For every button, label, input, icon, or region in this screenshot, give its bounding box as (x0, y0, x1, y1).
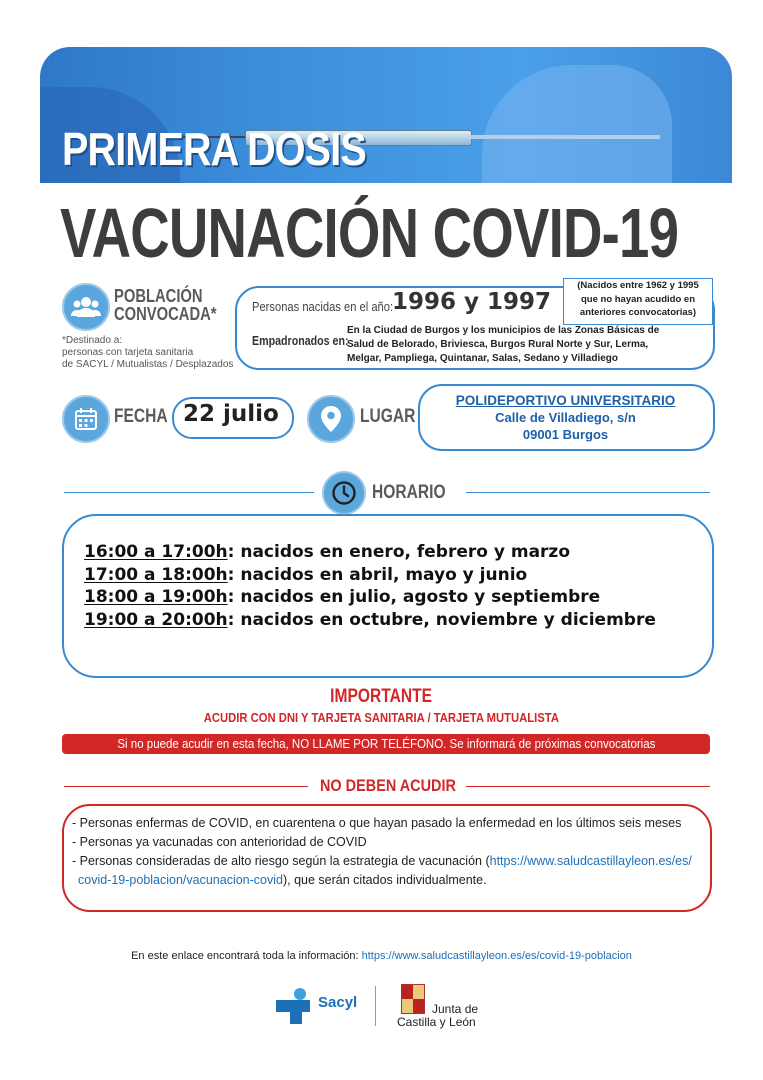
registered-label: Empadronados en: (252, 333, 349, 348)
no-acudir-item3-end: ), que serán citados individualmente. (282, 873, 487, 887)
no-acudir-list (72, 814, 692, 890)
horario-label: HORARIO (372, 482, 446, 503)
calendar-icon (62, 395, 110, 443)
poblacion-note-line1: *Destinado a: (62, 335, 123, 346)
poblacion-note-line2: personas con tarjeta sanitaria (62, 347, 194, 358)
title-vacunacion: VACUNACIÓN COVID-19 (60, 194, 679, 272)
clock-icon (322, 471, 366, 515)
slot-time: 16:00 a 17:00h (84, 542, 228, 562)
born-years: 1996 y 1997 (392, 289, 552, 315)
slot-time: 17:00 a 18:00h (84, 564, 228, 585)
fecha-label: FECHA (114, 406, 168, 427)
slot-text: : nacidos en enero, febrero y marzo (227, 542, 571, 562)
vacunacion-link[interactable]: https://www.saludcastillayleon.es/es/ (489, 854, 692, 868)
horario-line-right (466, 492, 710, 493)
no-acudir-title (308, 776, 466, 796)
lugar-label: LUGAR (360, 406, 416, 427)
born-note-line2: que no hayan acudido en (580, 293, 695, 305)
no-acudir-item: - Personas enfermas de COVID, en cuarentena o que hayan pasado la enfermedad en los últimos seis meses (72, 816, 682, 830)
lugar-street: Calle de Villadiego, s/n (495, 410, 636, 425)
no-acudir-title-text: NO DEBEN ACUDIR (319, 776, 456, 795)
slot-text: : nacidos en julio, agosto y septiembre (227, 587, 601, 607)
importante-subtitle-text: ACUDIR CON DNI Y TARJETA SANITARIA / TARJETA MUTUALISTA (203, 711, 560, 725)
footer-info-link[interactable]: https://www.saludcastillayleon.es/es/covid-19-poblacion (361, 950, 632, 962)
junta-line1: Junta de (432, 1002, 479, 1016)
no-acudir-item3-text: - Personas consideradas de alto riesgo según la estrategia de vacunación ( (72, 854, 490, 868)
lugar-address (418, 392, 713, 443)
footer-info-text: En este enlace encontrará toda la información: (131, 950, 362, 962)
horario-slot (84, 541, 656, 564)
no-acudir-item-cont (72, 871, 692, 890)
registered-line2: Salud de Belorado, Briviesca, Burgos Rural Norte y Sur, Lerma, (347, 339, 649, 350)
registered-line3: Melgar, Pampliega, Quintanar, Salas, Sedano y Villadiego (347, 353, 619, 364)
importante-title (0, 686, 763, 708)
born-note-box (563, 278, 713, 325)
plunger-shape (470, 135, 660, 139)
footer-info (0, 950, 763, 962)
horario-list (84, 541, 656, 631)
fecha-value: 22 julio (183, 401, 279, 427)
vacunacion-link-cont[interactable]: covid-19-poblacion/vacunacion-covid (78, 873, 283, 887)
importante-title-text: IMPORTANTE (330, 686, 433, 707)
sacyl-logo-icon (276, 988, 316, 1024)
registered-line1: En la Ciudad de Burgos y los municipios de las Zonas Básicas de (347, 325, 660, 336)
horario-slot (84, 609, 656, 632)
poblacion-note (62, 335, 233, 371)
junta-line2: Castilla y León (397, 1015, 476, 1029)
sacyl-logo-text: Sacyl (318, 994, 358, 1011)
importante-banner (62, 734, 710, 754)
no-acudir-item: - Personas ya vacunadas con anterioridad de COVID (72, 835, 367, 849)
footer-divider (375, 986, 376, 1026)
lugar-venue: POLIDEPORTIVO UNIVERSITARIO (455, 393, 676, 408)
lugar-city: 09001 Burgos (522, 427, 609, 442)
people-icon (62, 283, 110, 331)
poblacion-heading (114, 287, 217, 323)
importante-banner-text: Si no puede acudir en esta fecha, NO LLAME POR TELÉFONO. Se informará de próximas convocatorias (117, 737, 655, 751)
title-primera-dosis: PRIMERA DOSIS (62, 123, 366, 175)
slot-text: : nacidos en abril, mayo y junio (227, 564, 528, 585)
location-pin-icon (307, 395, 355, 443)
registered-text (347, 324, 659, 366)
importante-subtitle (0, 711, 763, 725)
born-label: Personas nacidas en el año: (252, 299, 394, 314)
slot-text: : nacidos en octubre, noviembre y diciembre (227, 609, 656, 630)
no-acudir-line-right (466, 786, 710, 787)
slot-time: 19:00 a 20:00h (84, 609, 228, 630)
slot-time: 18:00 a 19:00h (84, 587, 228, 607)
horario-slot (84, 586, 656, 609)
horario-line-left (64, 492, 314, 493)
poblacion-note-line3: de SACYL / Mutualistas / Desplazados (62, 359, 234, 370)
horario-slot (84, 564, 656, 587)
glove-shape (482, 65, 672, 183)
no-acudir-item (72, 852, 692, 871)
born-note-line1: (Nacidos entre 1962 y 1995 (577, 280, 699, 291)
junta-text-2 (397, 1016, 476, 1029)
no-acudir-line-left (64, 786, 308, 787)
junta-shield-icon (401, 984, 425, 1014)
poblacion-heading-line1: POBLACIÓN (114, 286, 203, 306)
poblacion-heading-line2: CONVOCADA* (114, 304, 217, 324)
born-note-line3: anteriores convocatorias) (579, 307, 697, 318)
